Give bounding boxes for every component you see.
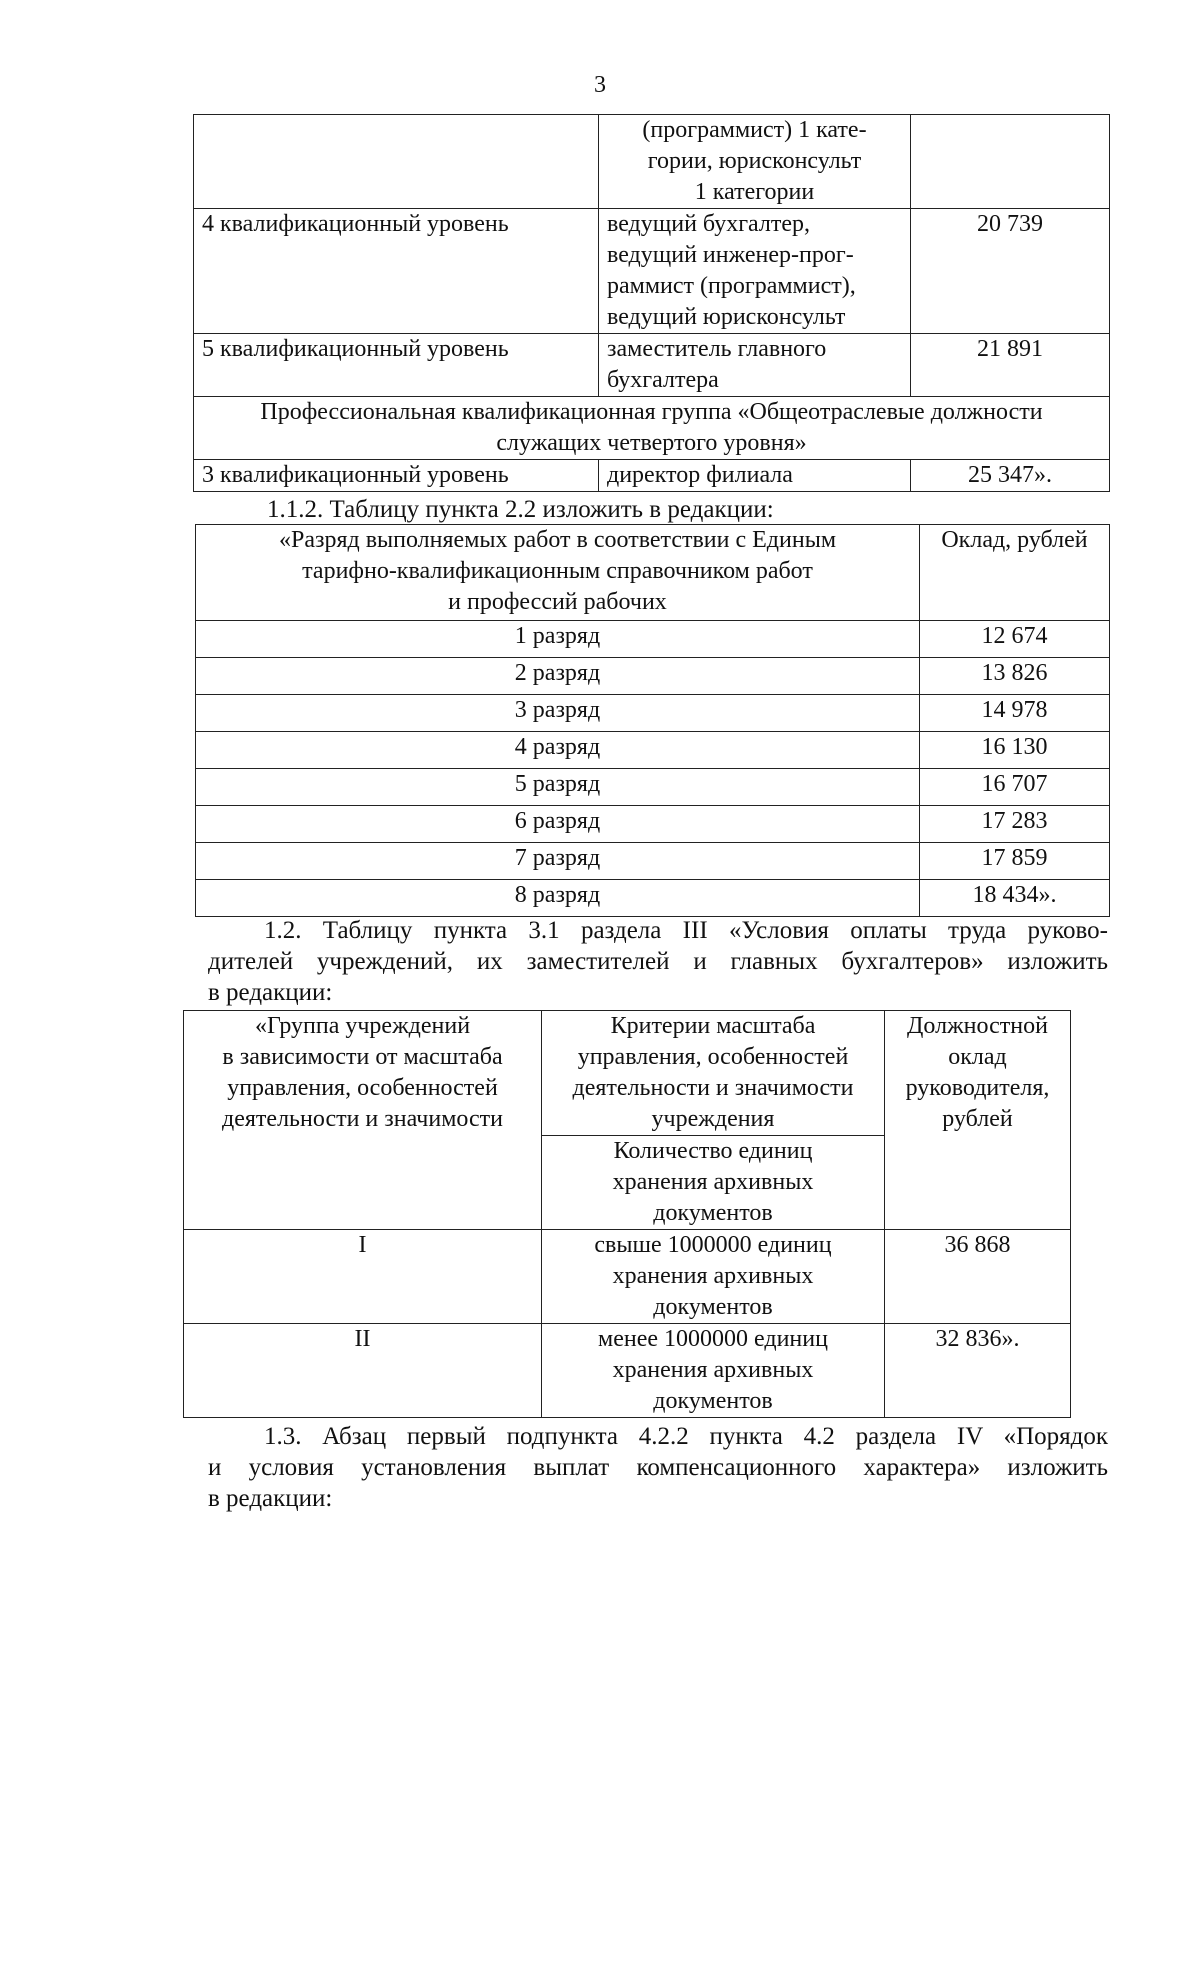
cell-line: «Разряд выполняемых работ в соответствии с Единым <box>278 527 837 553</box>
salary-cell: 12 674 <box>920 621 1110 658</box>
cell-line: заместитель главного <box>607 336 827 362</box>
grade-cell: 5 разряд <box>196 769 920 806</box>
paragraph-1-1-2 <box>207 494 1107 525</box>
table-row <box>194 115 1110 209</box>
cell-line: управления, особенностей <box>227 1075 498 1101</box>
cell-line: служащих четвертого уровня» <box>496 430 807 456</box>
table-cell-level <box>194 115 599 209</box>
cell-line: документов <box>653 1294 773 1320</box>
cell-line: деятельности и значимости <box>222 1106 503 1132</box>
salary-cell: 17 283 <box>920 806 1110 843</box>
cell-line: ведущий бухгалтер, <box>607 211 811 237</box>
cell-line: документов <box>653 1200 773 1226</box>
table-row <box>196 843 1110 880</box>
table-cell-level: 3 квалификационный уровень <box>194 460 599 492</box>
institution-group-table <box>183 1010 1071 1418</box>
header-group-cell <box>184 1011 542 1230</box>
table-row <box>196 732 1110 769</box>
grade-cell: 2 разряд <box>196 658 920 695</box>
table-cell-positions <box>599 209 911 334</box>
cell-line: Должностной <box>907 1013 1048 1039</box>
grade-cell: 1 разряд <box>196 621 920 658</box>
salary-cell: 18 434». <box>920 880 1110 917</box>
cell-line: тарифно-квалификационным справочником работ <box>302 558 813 584</box>
criteria-cell <box>542 1230 885 1324</box>
salary-cell: 14 978 <box>920 695 1110 732</box>
cell-line: менее 1000000 единиц <box>598 1326 828 1352</box>
paragraph-1-2 <box>208 915 1108 1008</box>
cell-line: хранения архивных <box>612 1263 814 1289</box>
paragraph-line: дителей учреждений, их заместителей и главных бухгалтеров» изложить <box>208 948 1108 975</box>
grade-salary-table <box>195 524 1110 917</box>
cell-line: деятельности и значимости <box>572 1075 854 1101</box>
cell-line: документов <box>653 1388 773 1414</box>
table-row <box>196 806 1110 843</box>
table-row <box>194 334 1110 397</box>
header-salary-cell <box>885 1011 1071 1230</box>
cell-line: учреждения <box>651 1106 775 1132</box>
cell-line: и профессий рабочих <box>448 589 667 615</box>
cell-line: «Группа учреждений <box>254 1013 471 1039</box>
grade-cell: 4 разряд <box>196 732 920 769</box>
cell-line: бухгалтера <box>607 367 719 393</box>
salary-cell: 16 707 <box>920 769 1110 806</box>
header-grade-cell <box>196 525 920 621</box>
cell-line: гории, юрисконсульт <box>647 148 862 174</box>
table-row <box>184 1230 1071 1324</box>
cell-line: (программист) 1 кате- <box>642 117 867 143</box>
group-header-cell <box>194 397 1110 460</box>
group-cell: II <box>184 1324 542 1418</box>
table-cell-salary: 20 739 <box>911 209 1110 334</box>
subheader-criteria-cell <box>542 1136 885 1230</box>
table-row <box>196 769 1110 806</box>
salary-cell: 36 868 <box>885 1230 1071 1324</box>
paragraph-text: 1.1.2. Таблицу пункта 2.2 изложить в редакции: <box>267 496 774 523</box>
table-cell-positions: директор филиала <box>599 460 911 492</box>
paragraph-line: 1.3. Абзац первый подпункта 4.2.2 пункта 4.2 раздела IV «Порядок <box>264 1423 1108 1450</box>
grade-cell: 6 разряд <box>196 806 920 843</box>
cell-line: раммист (программист), <box>607 273 856 299</box>
cell-line: 1 категории <box>694 179 815 205</box>
criteria-cell <box>542 1324 885 1418</box>
salary-cell: 17 859 <box>920 843 1110 880</box>
table-cell-salary <box>911 115 1110 209</box>
page-number: 3 <box>594 72 606 98</box>
table-cell-positions <box>599 334 911 397</box>
salary-cell: 13 826 <box>920 658 1110 695</box>
cell-line: ведущий юрисконсульт <box>607 304 846 330</box>
cell-line: хранения архивных <box>612 1169 814 1195</box>
cell-line: руководителя, <box>905 1075 1050 1101</box>
table-cell-salary: 25 347». <box>911 460 1110 492</box>
header-criteria-cell <box>542 1011 885 1136</box>
table-row <box>196 880 1110 917</box>
paragraph-line: 1.2. Таблицу пункта 3.1 раздела III «Условия оплаты труда руково- <box>264 917 1108 944</box>
table-row <box>196 658 1110 695</box>
cell-line: рублей <box>942 1106 1013 1132</box>
cell-line: управления, особенностей <box>577 1044 849 1070</box>
table-cell-level: 5 квалификационный уровень <box>194 334 599 397</box>
cell-line: оклад <box>948 1044 1007 1070</box>
table-row <box>196 621 1110 658</box>
cell-line: свыше 1000000 единиц <box>594 1232 832 1258</box>
paragraph-line: в редакции: <box>208 979 333 1006</box>
salary-cell: 16 130 <box>920 732 1110 769</box>
table-header-row <box>196 525 1110 621</box>
header-salary-cell: Оклад, рублей <box>920 525 1110 621</box>
table-row <box>184 1324 1071 1418</box>
table-cell-salary: 21 891 <box>911 334 1110 397</box>
cell-line: Профессиональная квалификационная группа «Общеотраслевые должности <box>260 399 1043 425</box>
paragraph-line: и условия установления выплат компенсационного характера» изложить <box>208 1454 1108 1481</box>
paragraph-1-3 <box>208 1421 1108 1514</box>
qualification-table <box>193 114 1110 492</box>
cell-line: в зависимости от масштаба <box>222 1044 503 1070</box>
table-row <box>194 460 1110 492</box>
table-cell-positions <box>599 115 911 209</box>
table-cell-level: 4 квалификационный уровень <box>194 209 599 334</box>
table-row <box>194 209 1110 334</box>
cell-line: хранения архивных <box>612 1357 814 1383</box>
table-group-header <box>194 397 1110 460</box>
grade-cell: 7 разряд <box>196 843 920 880</box>
table-row <box>196 695 1110 732</box>
cell-line: Количество единиц <box>613 1138 813 1164</box>
grade-cell: 8 разряд <box>196 880 920 917</box>
table-header-row <box>184 1011 1071 1136</box>
cell-line: Критерии масштаба <box>610 1013 816 1039</box>
cell-line: ведущий инженер-прог- <box>607 242 854 268</box>
paragraph-line: в редакции: <box>208 1485 333 1512</box>
grade-cell: 3 разряд <box>196 695 920 732</box>
group-cell: I <box>184 1230 542 1324</box>
salary-cell: 32 836». <box>885 1324 1071 1418</box>
